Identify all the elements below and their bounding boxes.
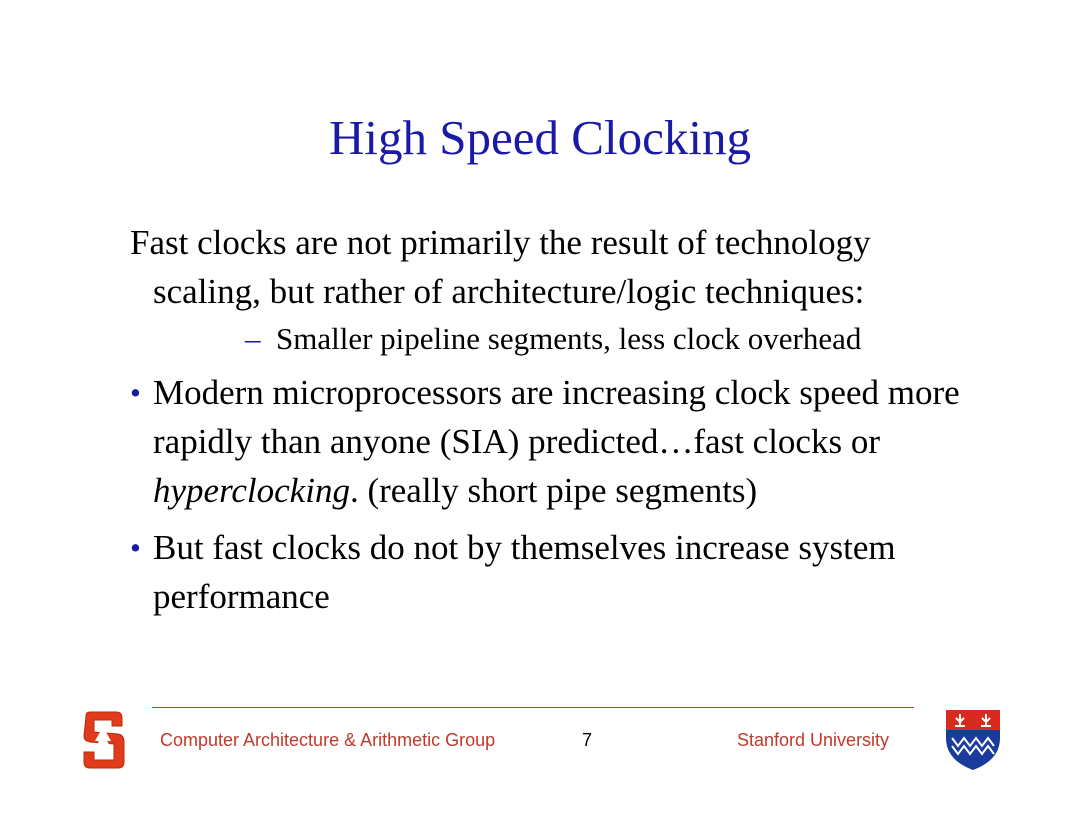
bullet-item-2 bbox=[130, 523, 970, 621]
page-number: 7 bbox=[581, 730, 592, 750]
footer-university: Stanford University bbox=[737, 730, 890, 750]
slide-body bbox=[130, 218, 970, 629]
slide-title: High Speed Clocking bbox=[329, 110, 751, 165]
stanford-tree-s-logo-icon bbox=[80, 710, 126, 770]
bullet-1-text-end: . (really short pipe segments) bbox=[349, 471, 758, 510]
footer-divider bbox=[152, 707, 914, 708]
bullet-dot-icon: • bbox=[130, 375, 141, 410]
intro-paragraph: Fast clocks are not primarily the result of technology scaling, but rather of architecture/logic techniques: bbox=[130, 223, 871, 311]
bullet-2-text: But fast clocks do not by themselves increase system performance bbox=[153, 528, 896, 616]
footer-group-name: Computer Architecture & Arithmetic Group bbox=[160, 730, 496, 750]
bullet-1-italic-term: hyperclocking bbox=[153, 471, 350, 510]
dash-bullet: – bbox=[245, 321, 261, 356]
bullet-item-1 bbox=[130, 368, 970, 515]
bullet-dot-icon: • bbox=[130, 530, 141, 565]
sub-item-text: Smaller pipeline segments, less clock overhead bbox=[276, 321, 862, 356]
sub-item bbox=[245, 318, 970, 360]
bullet-1-text-start: Modern microprocessors are increasing clock speed more rapidly than anyone (SIA) predicted…fast clocks or bbox=[153, 373, 960, 461]
shield-crest-logo-icon bbox=[944, 708, 1002, 772]
